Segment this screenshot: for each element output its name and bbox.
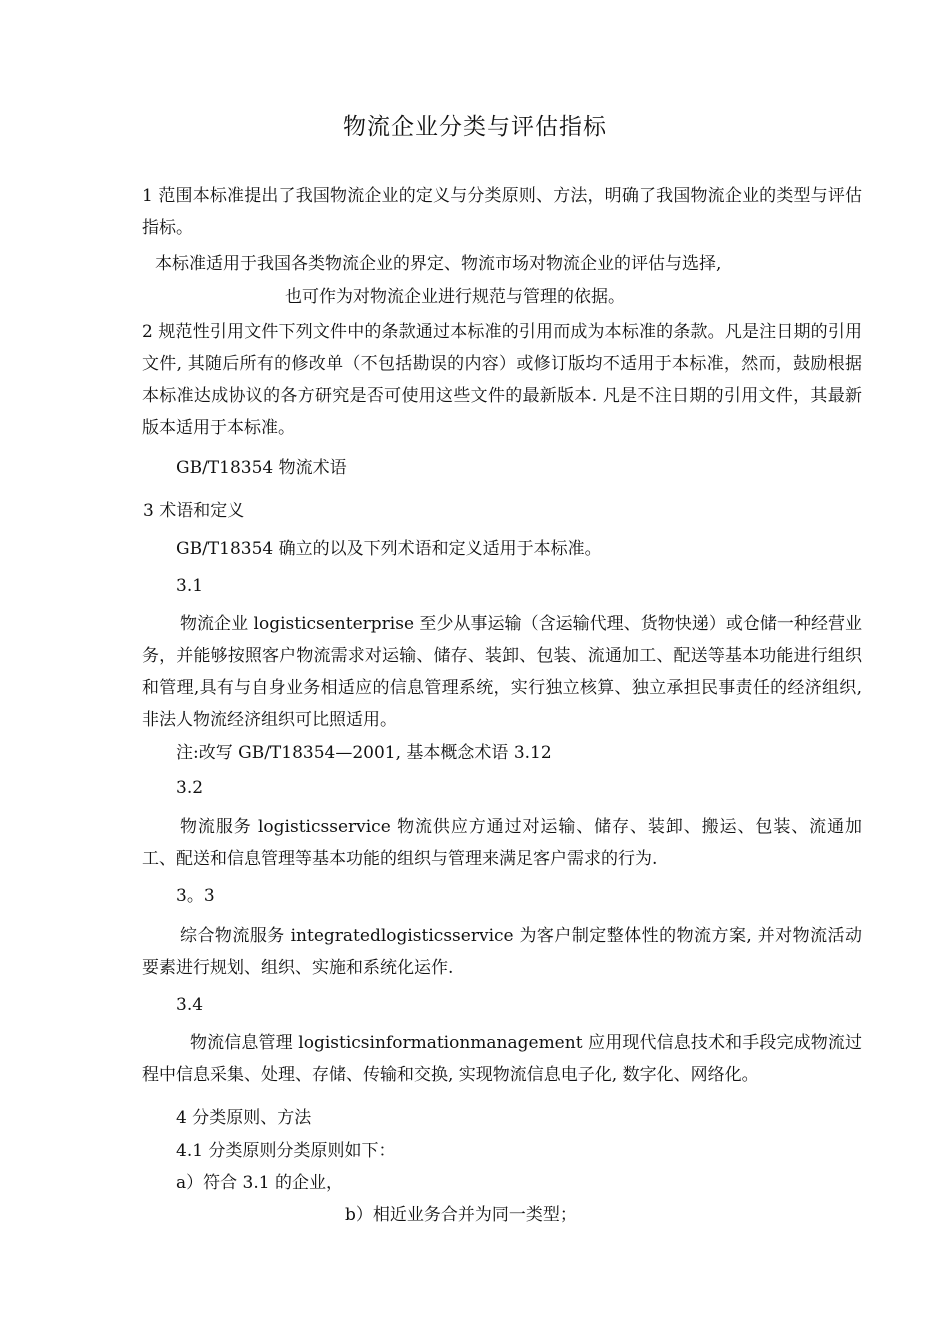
scope-applicability: 本标准适用于我国各类物流企业的界定、物流市场对物流企业的评估与选择,: [155, 254, 722, 274]
clause-3-3-definition: 综合物流服务 integratedlogisticsservice 为客户制定整体性的物流方案, 并对物流活动要素进行规划、组织、实施和系统化运作.: [142, 926, 862, 978]
clause-3-2-number: 3.2: [176, 778, 204, 798]
principle-b: b）相近业务合并为同一类型；: [345, 1205, 577, 1225]
section-4-heading: 4 分类原则、方法: [176, 1108, 312, 1128]
clause-3-2-definition: 物流服务 logisticsservice 物流供应方通过对运输、储存、装卸、搬运、包装、流通加工、配送和信息管理等基本功能的组织与管理来满足客户需求的行为.: [142, 817, 862, 869]
clause-3-4-definition: 物流信息管理 logisticsinformationmanagement 应用现代信息技术和手段完成物流过程中信息采集、处理、存储、传输和交换, 实现物流信息电子化, 数字化、网络化。: [142, 1033, 862, 1085]
section-1-scope: 1 范围本标准提出了我国物流企业的定义与分类原则、方法，明确了我国物流企业的类型与评估指标。: [142, 186, 862, 238]
scope-applicability-cont: 也可作为对物流企业进行规范与管理的依据。: [285, 287, 625, 307]
clause-3-1-definition: 物流企业 logisticsenterprise 至少从事运输（含运输代理、货物快递）或仓储一种经营业务，并能够按照客户物流需求对运输、储存、装卸、包装、流通加工、配送等基本功能进行组织和管理,具有与自身业务相适应的信息管理系统，实行独立核算、独立承担民事责任的经济组织,非法人物流经济组织可比照适用。: [142, 614, 862, 730]
clause-3-1-note: 注:改写 GB/T18354—2001, 基本概念术语 3.12: [176, 743, 552, 763]
principle-a: a）符合 3.1 的企业，: [176, 1173, 343, 1193]
clause-3-1-number: 3.1: [176, 576, 204, 596]
section-3-intro: GB/T18354 确立的以及下列术语和定义适用于本标准。: [176, 539, 602, 559]
clause-4-1: 4.1 分类原则分类原则如下：: [176, 1141, 396, 1161]
reference-item: GB/T18354 物流术语: [176, 458, 347, 478]
clause-3-3-number: 3。3: [176, 886, 215, 906]
section-3-heading: 3 术语和定义: [143, 501, 245, 521]
document-title: 物流企业分类与评估指标: [343, 114, 607, 140]
clause-3-4-number: 3.4: [176, 995, 204, 1015]
section-2-normative-references: 2 规范性引用文件下列文件中的条款通过本标准的引用而成为本标准的条款。凡是注日期的引用文件, 其随后所有的修改单（不包括勘误的内容）或修订版均不适用于本标准，然而，鼓励根据本标准达成协议的各方研究是否可使用这些文件的最新版本. 凡是不注日期的引用文件，其最新版本适用于本标准。: [142, 322, 862, 438]
